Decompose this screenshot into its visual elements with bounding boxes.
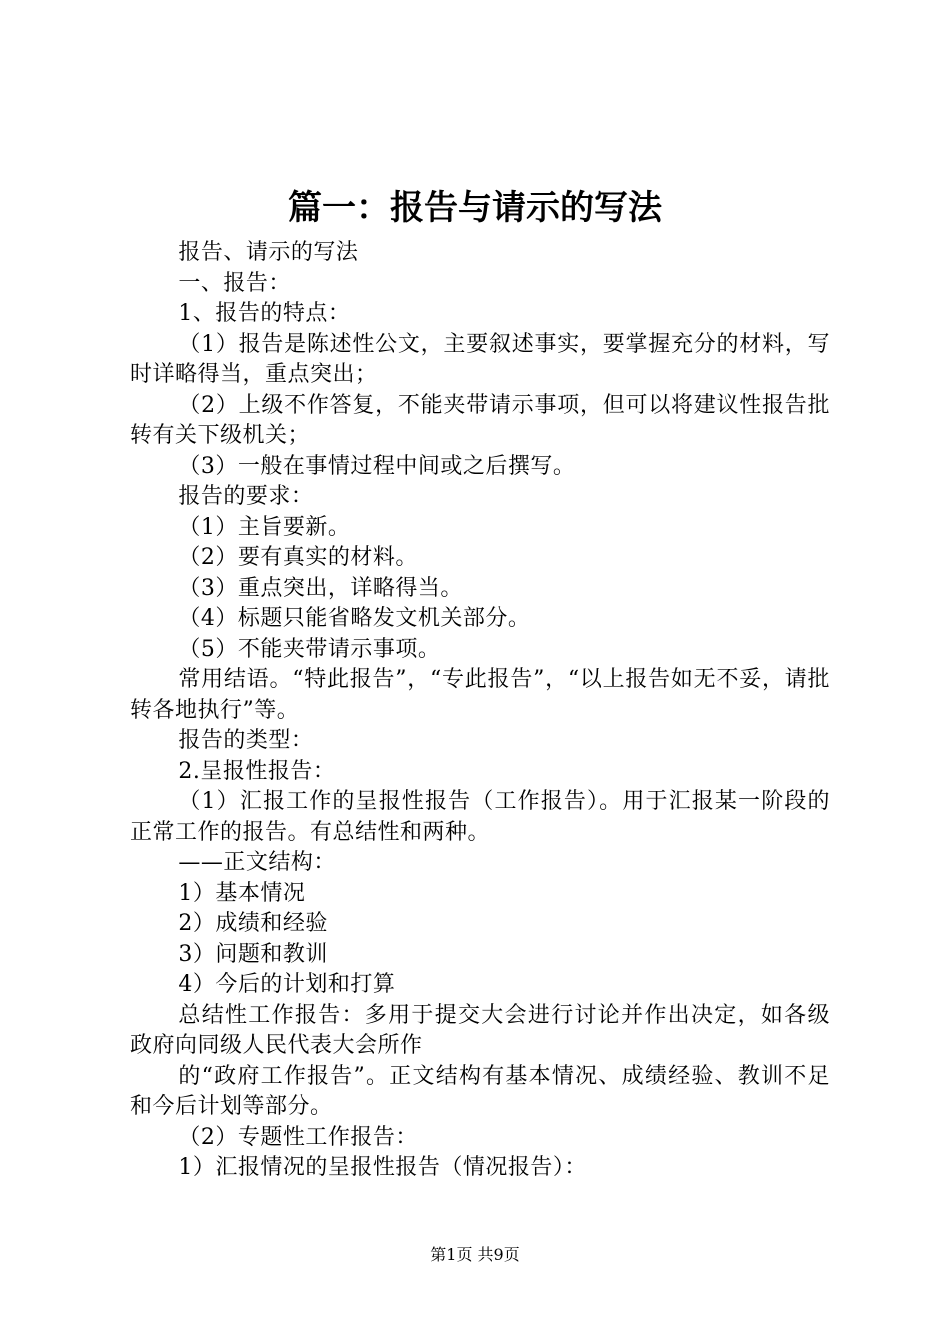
paragraph: （2）上级不作答复，不能夹带请示事项，但可以将建议性报告批转有关下级机关； [130, 392, 830, 448]
paragraph: 的“政府工作报告”。正文结构有基本情况、成绩经验、教训不足和今后计划等部分。 [130, 1063, 830, 1119]
paragraph: 报告的要求： [178, 484, 314, 509]
document-body [130, 238, 830, 1184]
paragraph: 2.呈报性报告： [178, 758, 336, 784]
paragraph: （2）要有真实的材料。 [178, 545, 418, 570]
document-title: 篇一：报告与请示的写法 [288, 188, 662, 228]
paragraph: （1）汇报工作的呈报性报告（工作报告）。用于汇报某一阶段的正常工作的报告。有总结性和两种。 [130, 789, 830, 845]
paragraph: 2）成绩和经验 [178, 911, 328, 936]
paragraph: 1）汇报情况的呈报性报告（情况报告）： [178, 1155, 587, 1180]
paragraph: 常用结语。“特此报告”，“专此报告”，“以上报告如无不妥，请批转各地执行”等。 [130, 667, 830, 723]
paragraph: 报告、请示的写法 [178, 240, 359, 265]
paragraph: 3）问题和教训 [178, 941, 328, 967]
paragraph: 1、报告的特点： [178, 301, 351, 326]
paragraph: 4）今后的计划和打算 [178, 972, 396, 997]
paragraph: （3）一般在事情过程中间或之后撰写。 [178, 453, 576, 479]
paragraph: 一、报告： [178, 270, 291, 296]
paragraph: 1）基本情况 [178, 880, 306, 906]
paragraph: 报告的类型： [178, 728, 314, 753]
paragraph: （3）重点突出，详略得当。 [178, 575, 463, 601]
page-footer: 第1页 共9页 [430, 1245, 520, 1264]
paragraph: （5）不能夹带请示事项。 [178, 636, 441, 662]
paragraph: （2）专题性工作报告： [178, 1124, 418, 1150]
paragraph: （1）报告是陈述性公文，主要叙述事实，要掌握充分的材料，写时详略得当，重点突出； [130, 331, 830, 387]
paragraph: （1）主旨要新。 [178, 514, 351, 540]
paragraph: ——正文结构： [178, 850, 336, 875]
paragraph: （4）标题只能省略发文机关部分。 [178, 606, 531, 631]
paragraph: 总结性工作报告：多用于提交大会进行讨论并作出决定，如各级政府向同级人民代表大会所作 [130, 1002, 830, 1058]
